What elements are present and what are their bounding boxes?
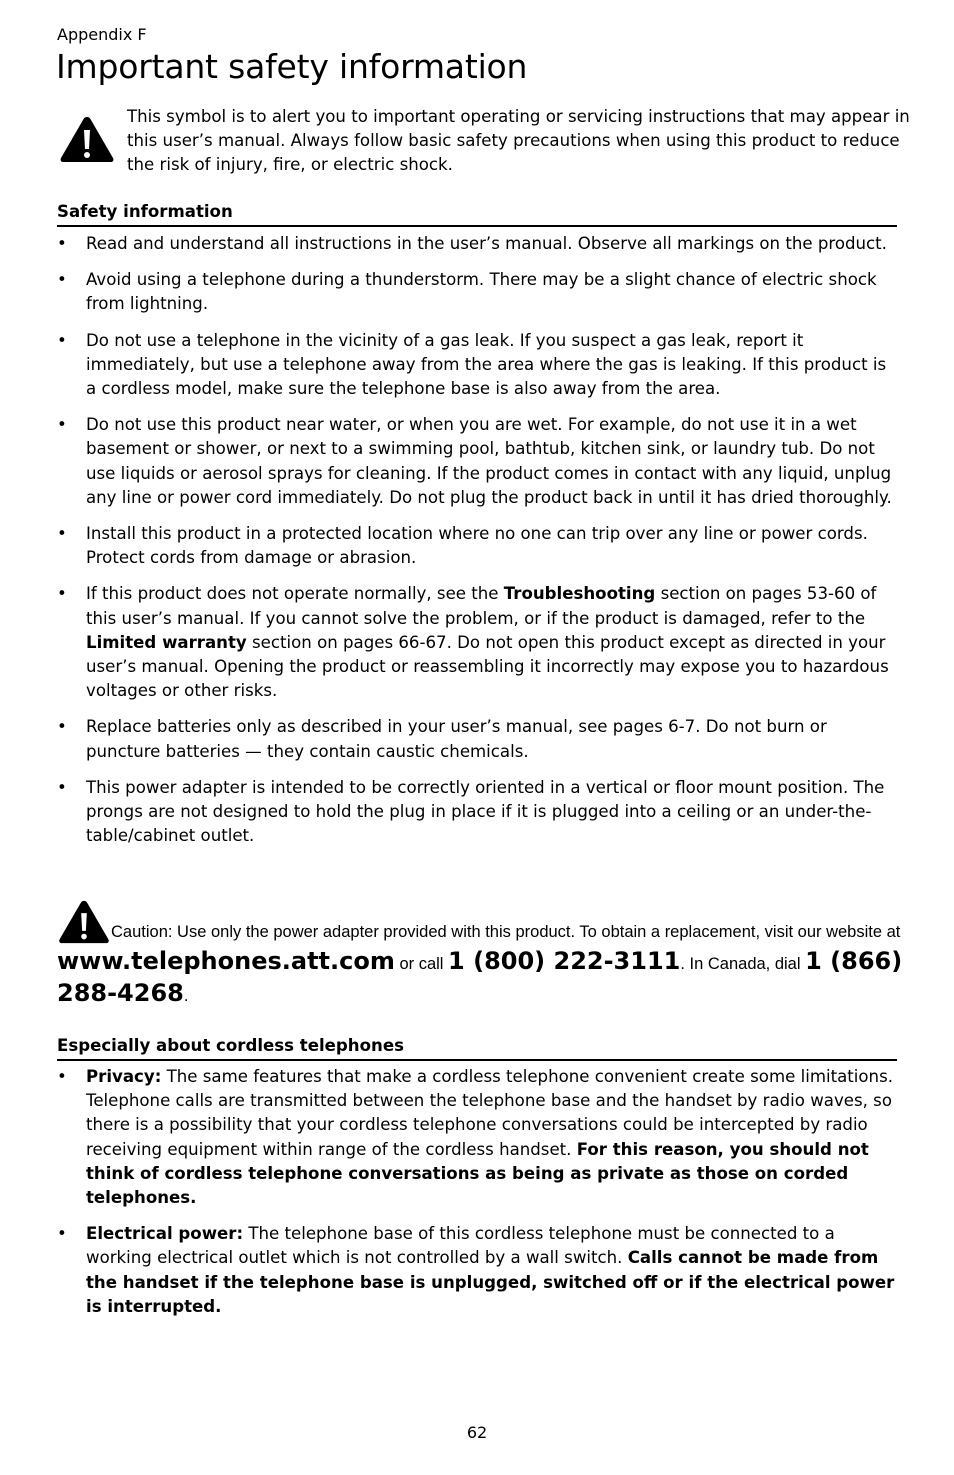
caution-notice: Caution: Use only the power adapter provided with this product. To obtain a replacement, visit our website at www.telephones.att.com or call 1 (800) 222-3111. In Canada, dial 1 (866) 288-4268. <box>57 899 907 1011</box>
page-title: Important safety information <box>56 47 528 86</box>
bullet: • <box>57 777 67 797</box>
bullet: • <box>57 234 67 253</box>
canada-phone-number: 1 (866) 288-4268 <box>57 947 903 1007</box>
website-link[interactable]: www.telephones.att.com <box>57 947 395 975</box>
list-item: • Replace batteries only as described in your user’s manual, see pages 6-7. Do not burn or puncture batteries — they contain caustic chemicals. <box>57 717 827 761</box>
troubleshooting-reference: Troubleshooting <box>503 584 656 604</box>
list-item: • Install this product in a protected location where no one can trip over any line or power cords. Protect cords from damage or abrasion. <box>57 524 868 568</box>
warning-triangle-icon <box>59 115 115 164</box>
electrical-power-label: Electrical power: <box>86 1224 244 1244</box>
warning-triangle-icon <box>57 899 111 945</box>
bullet: • <box>57 270 67 290</box>
intro-text: This symbol is to alert you to important operating or servicing instructions that may appear in this user’s manual. Always follow basic safety precautions when using this product to reduce the risk of injury, fire, or electric shock. <box>127 107 910 174</box>
bullet: • <box>57 415 67 435</box>
page-number: 62 <box>466 1423 488 1442</box>
us-phone-number: 1 (800) 222-3111 <box>448 947 681 975</box>
bullet: • <box>57 1067 67 1086</box>
cordless-telephones-heading: Especially about cordless telephones <box>57 1036 897 1061</box>
list-item: • Do not use a telephone in the vicinity of a gas leak. If you suspect a gas leak, report it immediately, but use a telephone away from the area where the gas is leaking. If this product is a cordless model, make sure the telephone base is also away from the area. <box>57 330 887 399</box>
list-item: • Avoid using a telephone during a thunderstorm. There may be a slight chance of electric shock from lightning. <box>57 270 877 314</box>
bullet: • <box>57 584 67 604</box>
safety-list <box>57 232 899 860</box>
list-item: • Read and understand all instructions in the user’s manual. Observe all markings on the product. <box>57 232 899 256</box>
list-item: • Electrical power: The telephone base of this cordless telephone must be connected to a working electrical outlet which is not controlled by a wall switch. Calls cannot be made from the handset if the telephone base is unplugged, switched off or if the electrical power is interrupted. <box>57 1224 895 1316</box>
list-item: • Privacy: The same features that make a cordless telephone convenient create some limitations. Telephone calls are transmitted between the telephone base and the handset by radio waves, so there is a possibility that your cordless telephone conversations could be intercepted by radio receiving equipment within range of the cordless handset. For this reason, you should not think of cordless telephone conversations as being as private as those on corded telephones. <box>57 1067 893 1208</box>
limited-warranty-reference: Limited warranty <box>86 632 247 652</box>
cordless-list <box>57 1065 899 1331</box>
appendix-label: Appendix F <box>57 25 147 44</box>
list-item: • Do not use this product near water, or when you are wet. For example, do not use it in a wet basement or shower, or next to a swimming pool, bathtub, kitchen sink, or laundry tub. Do not use liquids or aerosol sprays for cleaning. If the product comes in contact with any liquid, unplug any line or power cord immediately. Do not plug the product back in until it has dried thoroughly. <box>57 415 892 507</box>
list-item: • If this product does not operate normally, see the Troubleshooting section on pages 53-60 of this user’s manual. If you cannot solve the problem, or if the product is damaged, refer to the Limited warranty section on pages 66-67. Do not open this product except as directed in your user’s manual. Opening the product or reassembling it incorrectly may expose you to hazardous voltages or other risks. <box>57 584 889 701</box>
bullet: • <box>57 717 67 737</box>
safety-information-heading: Safety information <box>57 202 897 227</box>
privacy-label: Privacy: <box>86 1067 162 1086</box>
bullet: • <box>57 330 67 350</box>
list-item: • This power adapter is intended to be correctly oriented in a vertical or floor mount position. The prongs are not designed to hold the plug in place if it is plugged into a ceiling or an under-the-table/cabinet outlet. <box>57 777 885 846</box>
bullet: • <box>57 524 67 544</box>
bullet: • <box>57 1224 67 1244</box>
